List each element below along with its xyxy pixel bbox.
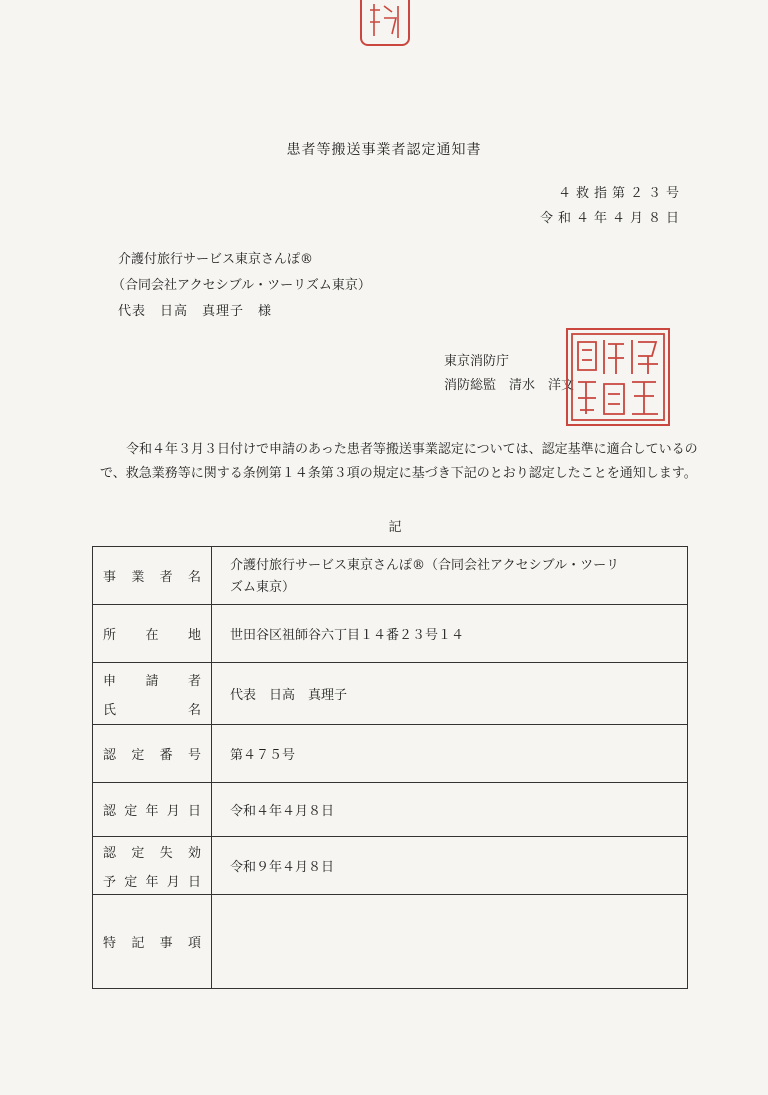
sender-name: 消防総監 清水 洋文 [444, 378, 575, 393]
certdate-label: 認 定 年 月 日 [103, 804, 201, 819]
expiry-label: 認 定 失 効 予 定 年 月 日 [103, 845, 201, 890]
official-seal-stamp [566, 328, 670, 426]
applicant-label: 申 請 者 氏 名 [103, 673, 201, 718]
document-title: 患者等搬送事業者認定通知書 [286, 142, 482, 158]
location-label: 所 在 地 [103, 628, 201, 643]
notice-body-text: 令和４年３月３日付けで申請のあった患者等搬送事業認定については、認定基準に適合しているので、救急業務等に関する条例第１４条第３項の規定に基づき下記のとおり認定したことを通知します。 [100, 442, 698, 481]
ki-heading: 記 [388, 520, 402, 535]
notice-body [100, 438, 700, 486]
row-expiry [93, 837, 688, 895]
addressee-line-3: 代表 日高 真理子 様 [118, 304, 273, 319]
sender-org: 東京消防庁 [444, 354, 510, 369]
certdate-value: 令和４年４月８日 [212, 783, 688, 837]
expiry-value: 令和９年４月８日 [212, 837, 688, 895]
row-applicant [93, 663, 688, 725]
row-location [93, 605, 688, 663]
row-notes [93, 895, 688, 989]
operator-label: 事 業 者 名 [103, 570, 201, 585]
row-operator [93, 547, 688, 605]
row-certdate [93, 783, 688, 837]
certno-label: 認 定 番 号 [103, 748, 201, 763]
addressee-line-2: （合同会社アクセシブル・ツーリズム東京） [112, 278, 371, 293]
row-certno [93, 725, 688, 783]
addressee-line-1: 介護付旅行サービス東京さんぽ® [118, 252, 314, 267]
certno-value: 第４７５号 [212, 725, 688, 783]
notes-value [212, 895, 688, 989]
document-date: 令和４年４月８日 [539, 211, 684, 226]
record-table [92, 546, 688, 989]
document-number: ４救指第２３号 [557, 186, 684, 201]
notes-label: 特 記 事 項 [103, 936, 201, 951]
location-value: 世田谷区祖師谷六丁目１４番２３号１４ [212, 605, 688, 663]
operator-value: 介護付旅行サービス東京さんぽ®（合同会社アクセシブル・ツーリ ズム東京） [230, 557, 620, 595]
top-seal-stamp [360, 0, 410, 46]
applicant-value: 代表 日高 真理子 [212, 663, 688, 725]
